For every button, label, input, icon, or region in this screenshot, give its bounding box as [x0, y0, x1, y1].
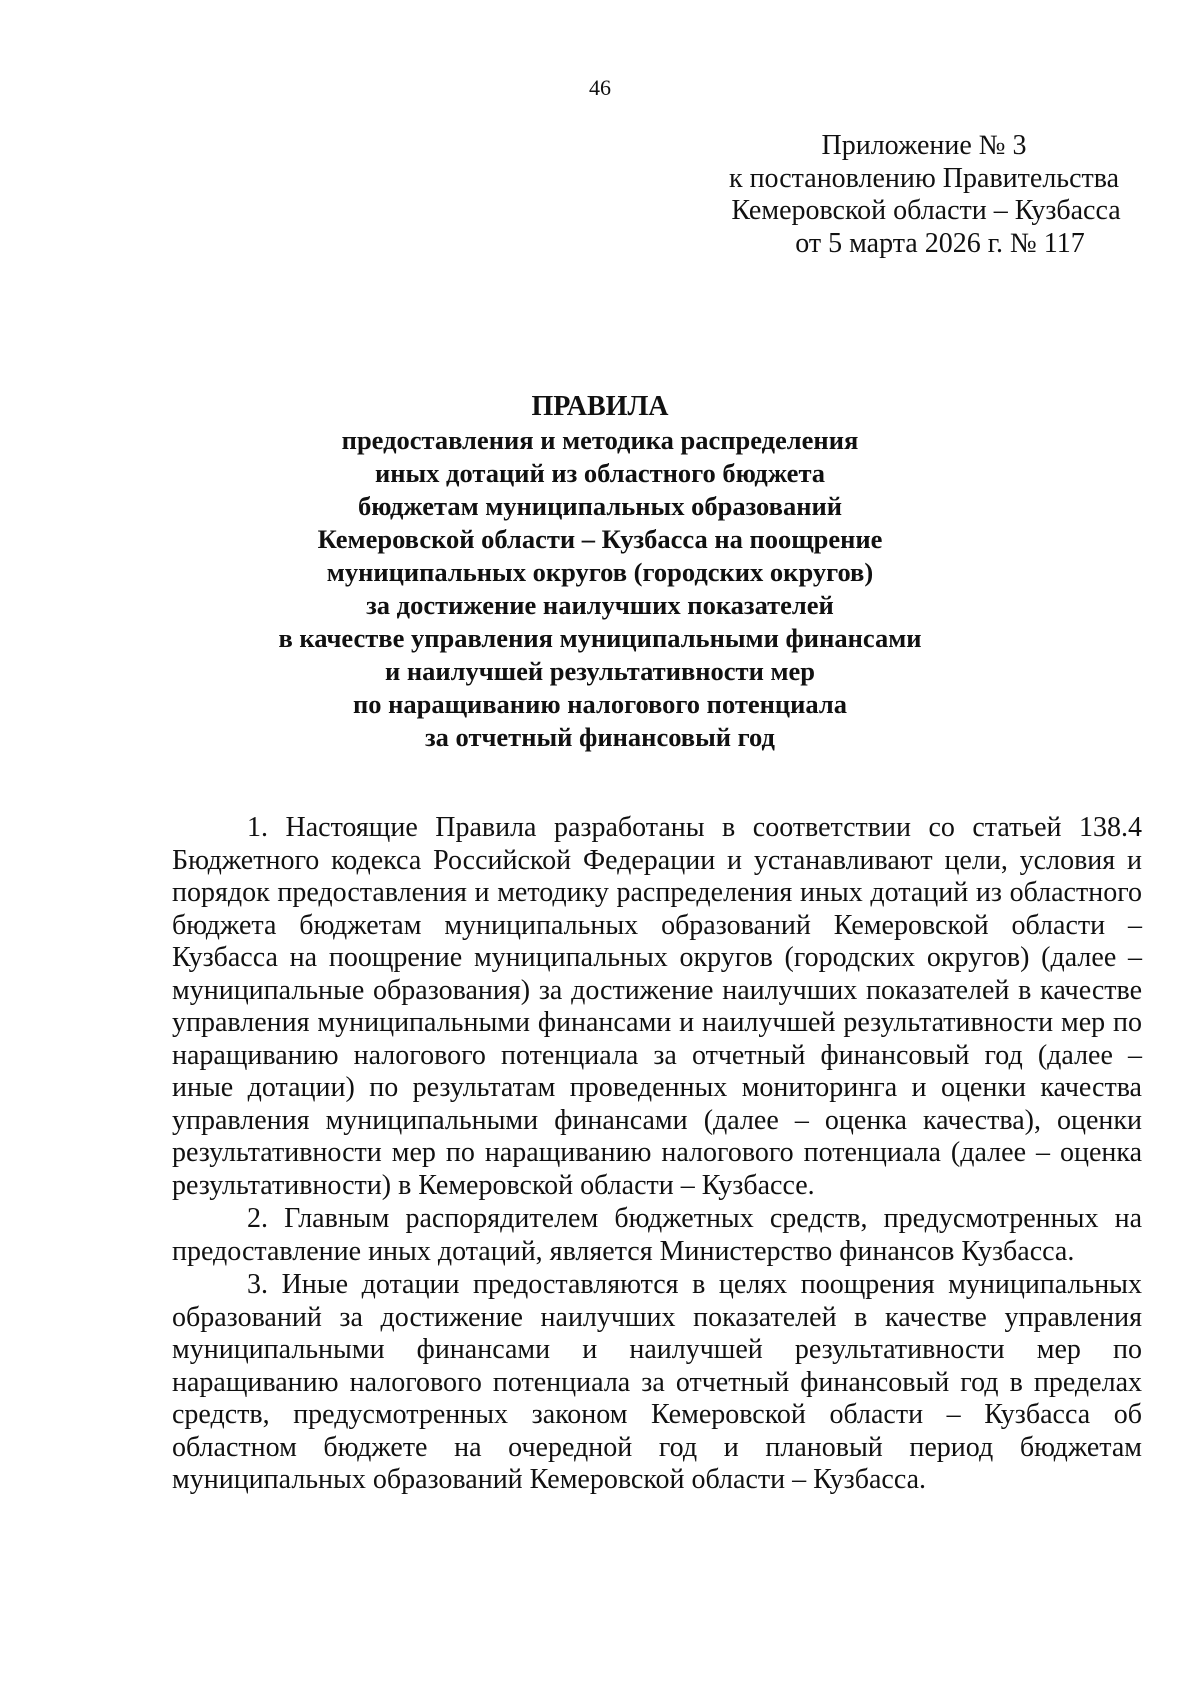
title-line: муниципальных округов (городских округов): [326, 557, 874, 587]
title-line: Кемеровской области – Кузбасса на поощрение: [317, 524, 883, 554]
title-line: в качестве управления муниципальными финансами: [278, 623, 922, 653]
title-line: иных дотаций из областного бюджета: [374, 458, 826, 488]
title-line: предоставления и методика распределения: [341, 425, 859, 455]
appendix-line-4: от 5 марта 2026 г. № 117: [795, 227, 1085, 259]
title-main: ПРАВИЛА: [531, 391, 669, 422]
paragraph-2: 2. Главным распорядителем бюджетных средств, предусмотренных на предоставление иных дотаций, является Министерство финансов Кузбасса.: [172, 1203, 1142, 1267]
title-line: за отчетный финансовый год: [425, 722, 775, 752]
appendix-line-1: Приложение № 3: [821, 130, 1027, 161]
title-line: за достижение наилучших показателей: [366, 590, 834, 620]
appendix-header: [0, 130, 1200, 260]
document-body: [172, 812, 1142, 1497]
document-title: [0, 390, 1200, 754]
title-line: бюджетам муниципальных образований: [357, 491, 843, 521]
title-line: и наилучшей результативности мер: [384, 656, 816, 686]
appendix-line-2: к постановлению Правительства: [728, 162, 1120, 194]
page-number: 46: [589, 75, 611, 100]
paragraph-1: 1. Настоящие Правила разработаны в соответствии со статьей 138.4 Бюджетного кодекса Российской Федерации и устанавливают цели, условия и порядок предоставления и методику распределения иных дотаций из областного бюджета бюджетам муниципальных образований Кемеровской области – Кузбасса на поощрение муниципальных округов (городских округов) (далее – муниципальные образования) за достижение наилучших показателей в качестве управления муниципальными финансами и наилучшей результативности мер по наращиванию налогового потенциала за отчетный финансовый год (далее – иные дотации) по результатам проведенных мониторинга и оценки качества управления муниципальными финансами (далее – оценка качества), оценки результативности мер по наращиванию налогового потенциала (далее – оценка результативности) в Кемеровской области – Кузбассе.: [172, 812, 1142, 1201]
title-line: по наращиванию налогового потенциала: [352, 689, 848, 719]
appendix-line-3: Кемеровской области – Кузбасса: [731, 195, 1121, 226]
paragraph-3: 3. Иные дотации предоставляются в целях поощрения муниципальных образований за достижение наилучших показателей в качестве управления муниципальными финансами и наилучшей результативности мер по наращиванию налогового потенциала за отчетный финансовый год в пределах средств, предусмотренных законом Кемеровской области – Кузбасса об областном бюджете на очередной год и плановый период бюджетам муниципальных образований Кемеровской области – Кузбасса.: [172, 1269, 1142, 1495]
